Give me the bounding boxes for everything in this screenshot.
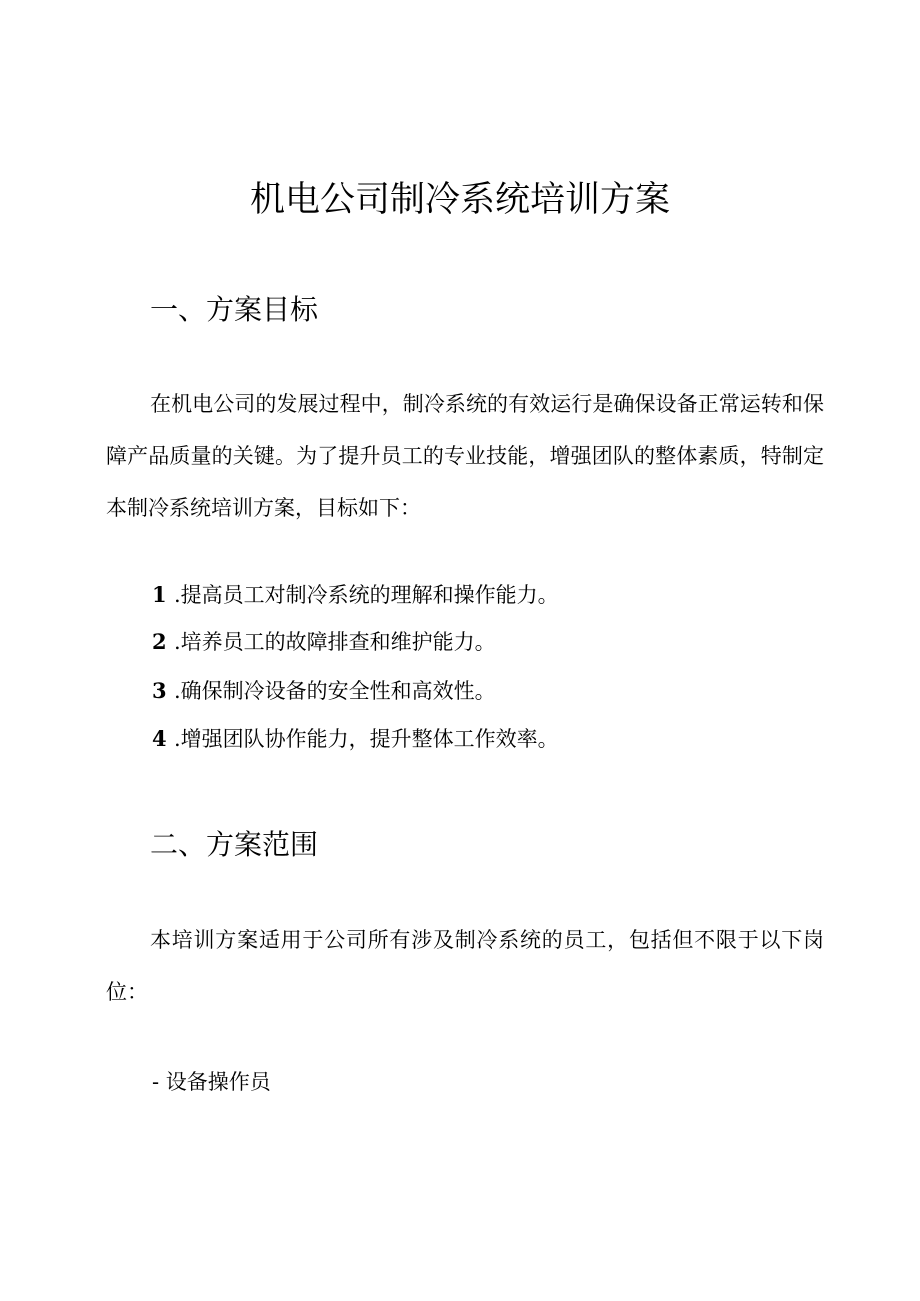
list-item-number: 2 bbox=[152, 629, 167, 654]
section-heading-scope: 二、方案范围 bbox=[150, 828, 319, 861]
list-item-text: .确保制冷设备的安全性和高效性。 bbox=[174, 679, 496, 703]
scope-paragraph: 本培训方案适用于公司所有涉及制冷系统的员工，包括但不限于以下岗位： bbox=[106, 928, 824, 1004]
document-title: 机电公司制冷系统培训方案 bbox=[249, 180, 670, 220]
list-item-text: .提高员工对制冷系统的理解和操作能力。 bbox=[174, 583, 559, 607]
goals-paragraph: 在机电公司的发展过程中，制冷系统的有效运行是确保设备正常运转和保障产品质量的关键。为了提升员工的专业技能，增强团队的整体素质，特制定本制冷系统培训方案，目标如下： bbox=[106, 392, 824, 520]
list-item-text: .增强团队协作能力，提升整体工作效率。 bbox=[174, 727, 559, 751]
list-item bbox=[152, 580, 559, 610]
list-item-number: 1 bbox=[152, 582, 167, 607]
list-item-number: 3 bbox=[152, 678, 167, 703]
bullet-item: - 设备操作员 bbox=[152, 1070, 271, 1094]
section-heading-goals: 一、方案目标 bbox=[150, 293, 319, 326]
list-item bbox=[152, 627, 496, 657]
list-item-number: 4 bbox=[152, 726, 167, 751]
list-item bbox=[152, 724, 559, 754]
list-item bbox=[152, 676, 496, 706]
list-item-text: .培养员工的故障排查和维护能力。 bbox=[174, 630, 496, 654]
